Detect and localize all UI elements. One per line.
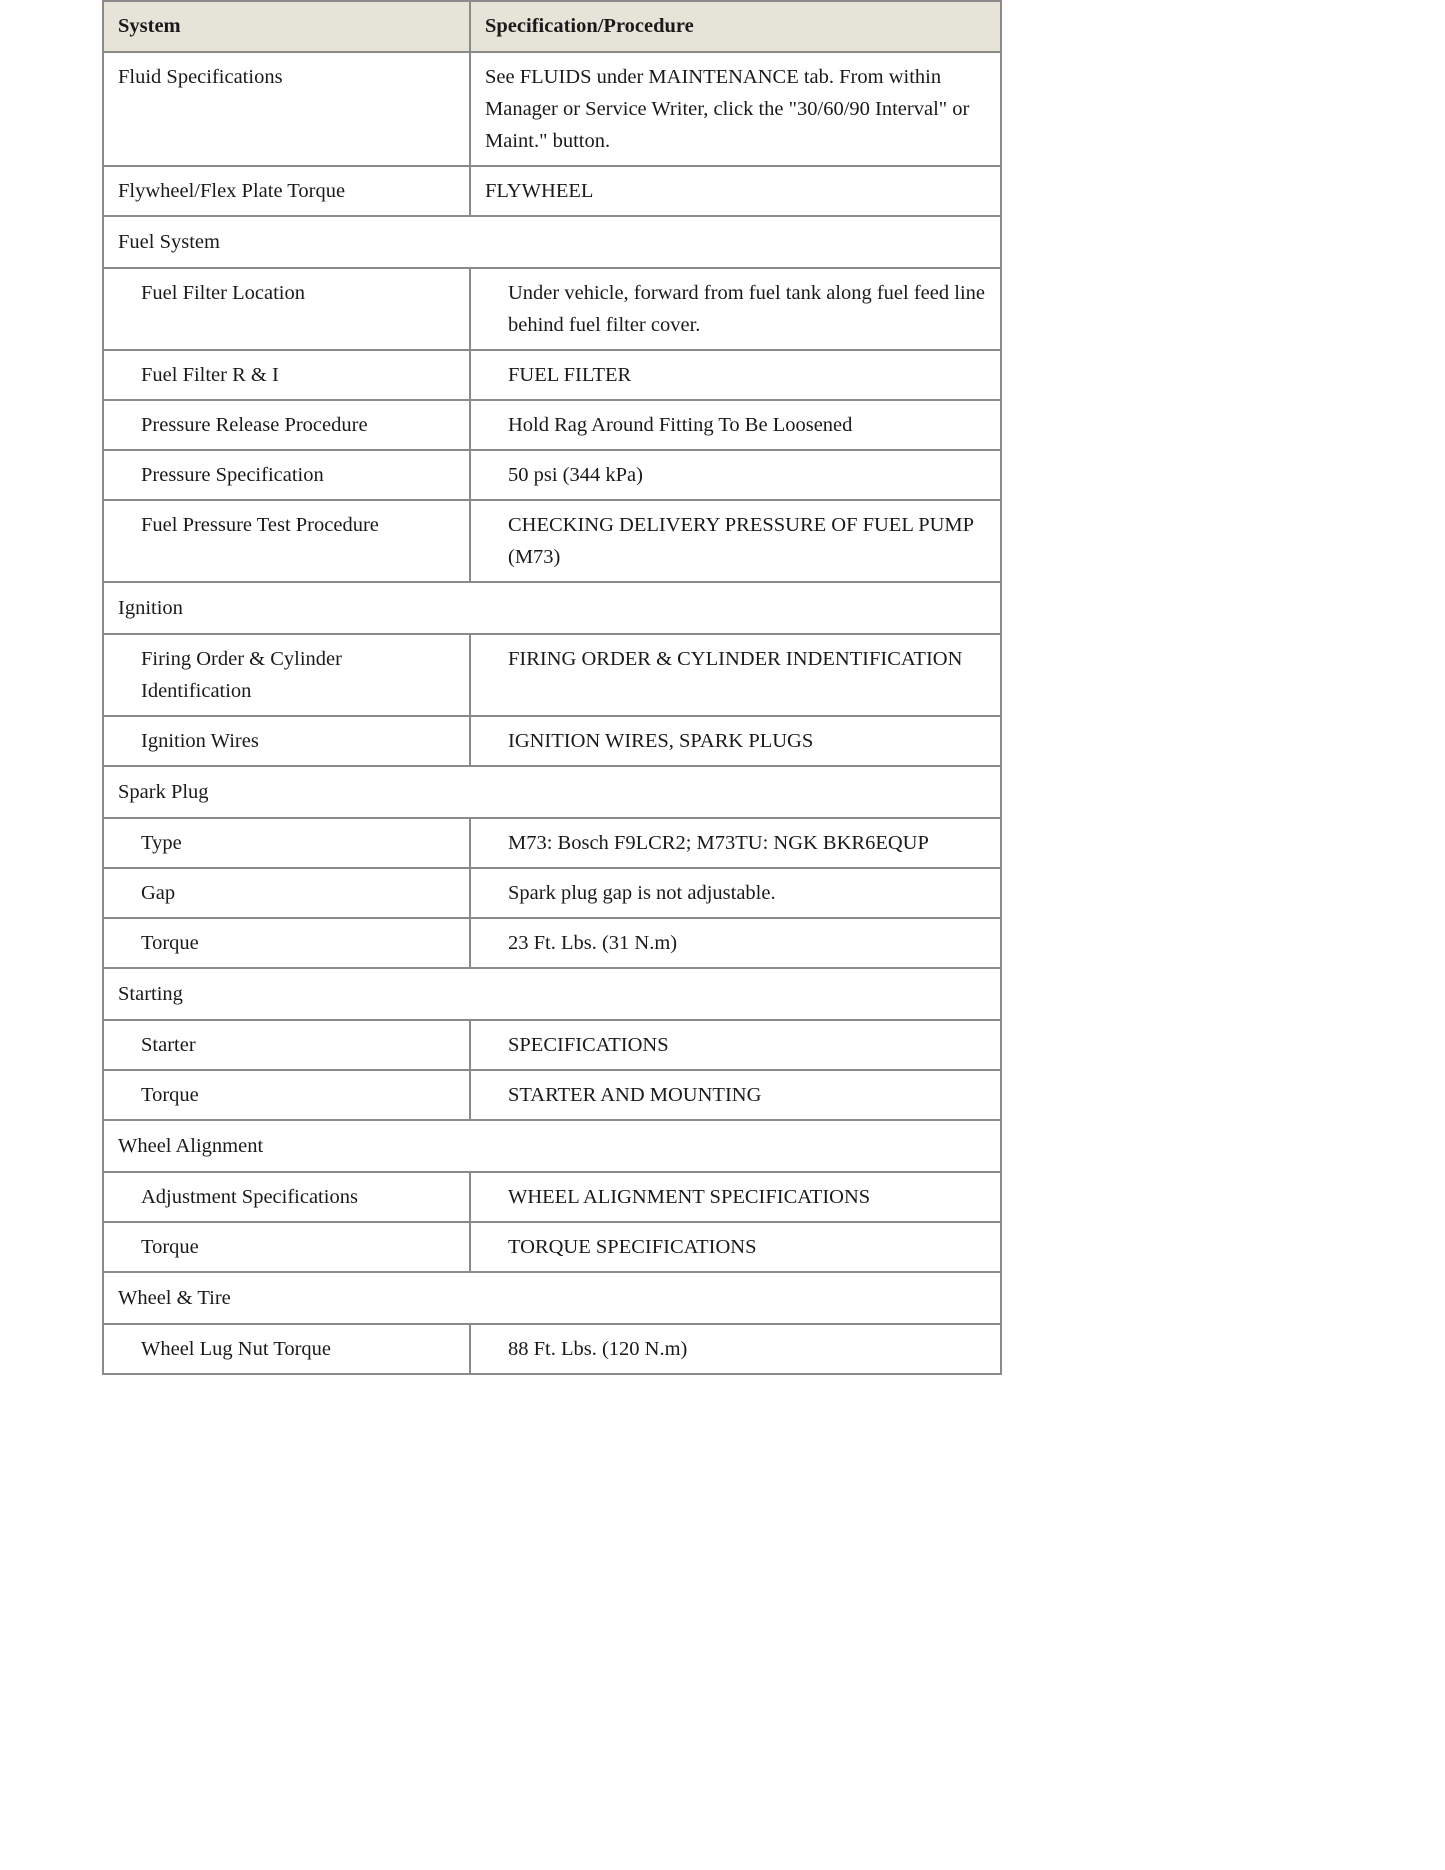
group-heading: Wheel & Tire <box>103 1272 1001 1324</box>
specification-cell: FUEL FILTER <box>470 350 1001 400</box>
system-cell: Pressure Specification <box>103 450 470 500</box>
sub-item-row <box>103 1070 1001 1120</box>
system-cell: Torque <box>103 918 470 968</box>
specification-cell: FLYWHEEL <box>470 166 1001 216</box>
group-row <box>103 766 1001 818</box>
specification-cell: IGNITION WIRES, SPARK PLUGS <box>470 716 1001 766</box>
specification-cell: 50 psi (344 kPa) <box>470 450 1001 500</box>
specification-cell: 23 Ft. Lbs. (31 N.m) <box>470 918 1001 968</box>
specification-cell: FIRING ORDER & CYLINDER INDENTIFICATION <box>470 634 1001 716</box>
specification-cell: WHEEL ALIGNMENT SPECIFICATIONS <box>470 1172 1001 1222</box>
system-cell: Type <box>103 818 470 868</box>
specification-cell: 88 Ft. Lbs. (120 N.m) <box>470 1324 1001 1374</box>
table-header <box>103 1 1001 52</box>
sub-item-row <box>103 868 1001 918</box>
sub-item-row <box>103 1222 1001 1272</box>
group-heading: Starting <box>103 968 1001 1020</box>
specification-cell: See FLUIDS under MAINTENANCE tab. From within Manager or Service Writer, click the "30/60/90 Interval" or Maint." button. <box>470 52 1001 166</box>
group-row <box>103 1272 1001 1324</box>
specification-cell: CHECKING DELIVERY PRESSURE OF FUEL PUMP (M73) <box>470 500 1001 582</box>
system-cell: Fluid Specifications <box>103 52 470 166</box>
column-header-specification: Specification/Procedure <box>470 1 1001 52</box>
specification-cell: Hold Rag Around Fitting To Be Loosened <box>470 400 1001 450</box>
sub-item-row <box>103 634 1001 716</box>
group-heading: Fuel System <box>103 216 1001 268</box>
specification-cell: Spark plug gap is not adjustable. <box>470 868 1001 918</box>
sub-item-row <box>103 818 1001 868</box>
system-cell: Wheel Lug Nut Torque <box>103 1324 470 1374</box>
table-row <box>103 52 1001 166</box>
sub-item-row <box>103 1020 1001 1070</box>
system-cell: Gap <box>103 868 470 918</box>
sub-item-row <box>103 1172 1001 1222</box>
group-heading: Spark Plug <box>103 766 1001 818</box>
specification-cell: TORQUE SPECIFICATIONS <box>470 1222 1001 1272</box>
specification-table <box>102 0 1002 1375</box>
system-cell: Fuel Filter Location <box>103 268 470 350</box>
group-row <box>103 582 1001 634</box>
column-header-system: System <box>103 1 470 52</box>
sub-item-row <box>103 716 1001 766</box>
header-row <box>103 1 1001 52</box>
sub-item-row <box>103 268 1001 350</box>
system-cell: Torque <box>103 1222 470 1272</box>
system-cell: Fuel Pressure Test Procedure <box>103 500 470 582</box>
sub-item-row <box>103 450 1001 500</box>
specification-cell: SPECIFICATIONS <box>470 1020 1001 1070</box>
group-heading: Ignition <box>103 582 1001 634</box>
system-cell: Ignition Wires <box>103 716 470 766</box>
system-cell: Adjustment Specifications <box>103 1172 470 1222</box>
specification-cell: STARTER AND MOUNTING <box>470 1070 1001 1120</box>
sub-item-row <box>103 500 1001 582</box>
system-cell: Torque <box>103 1070 470 1120</box>
system-cell: Starter <box>103 1020 470 1070</box>
specification-cell: Under vehicle, forward from fuel tank along fuel feed line behind fuel filter cover. <box>470 268 1001 350</box>
system-cell: Fuel Filter R & I <box>103 350 470 400</box>
specification-cell: M73: Bosch F9LCR2; M73TU: NGK BKR6EQUP <box>470 818 1001 868</box>
system-cell: Firing Order & Cylinder Identification <box>103 634 470 716</box>
group-heading: Wheel Alignment <box>103 1120 1001 1172</box>
table-body <box>103 52 1001 1374</box>
group-row <box>103 216 1001 268</box>
sub-item-row <box>103 918 1001 968</box>
group-row <box>103 968 1001 1020</box>
table-row <box>103 166 1001 216</box>
sub-item-row <box>103 400 1001 450</box>
system-cell: Pressure Release Procedure <box>103 400 470 450</box>
sub-item-row <box>103 350 1001 400</box>
system-cell: Flywheel/Flex Plate Torque <box>103 166 470 216</box>
sub-item-row <box>103 1324 1001 1374</box>
group-row <box>103 1120 1001 1172</box>
